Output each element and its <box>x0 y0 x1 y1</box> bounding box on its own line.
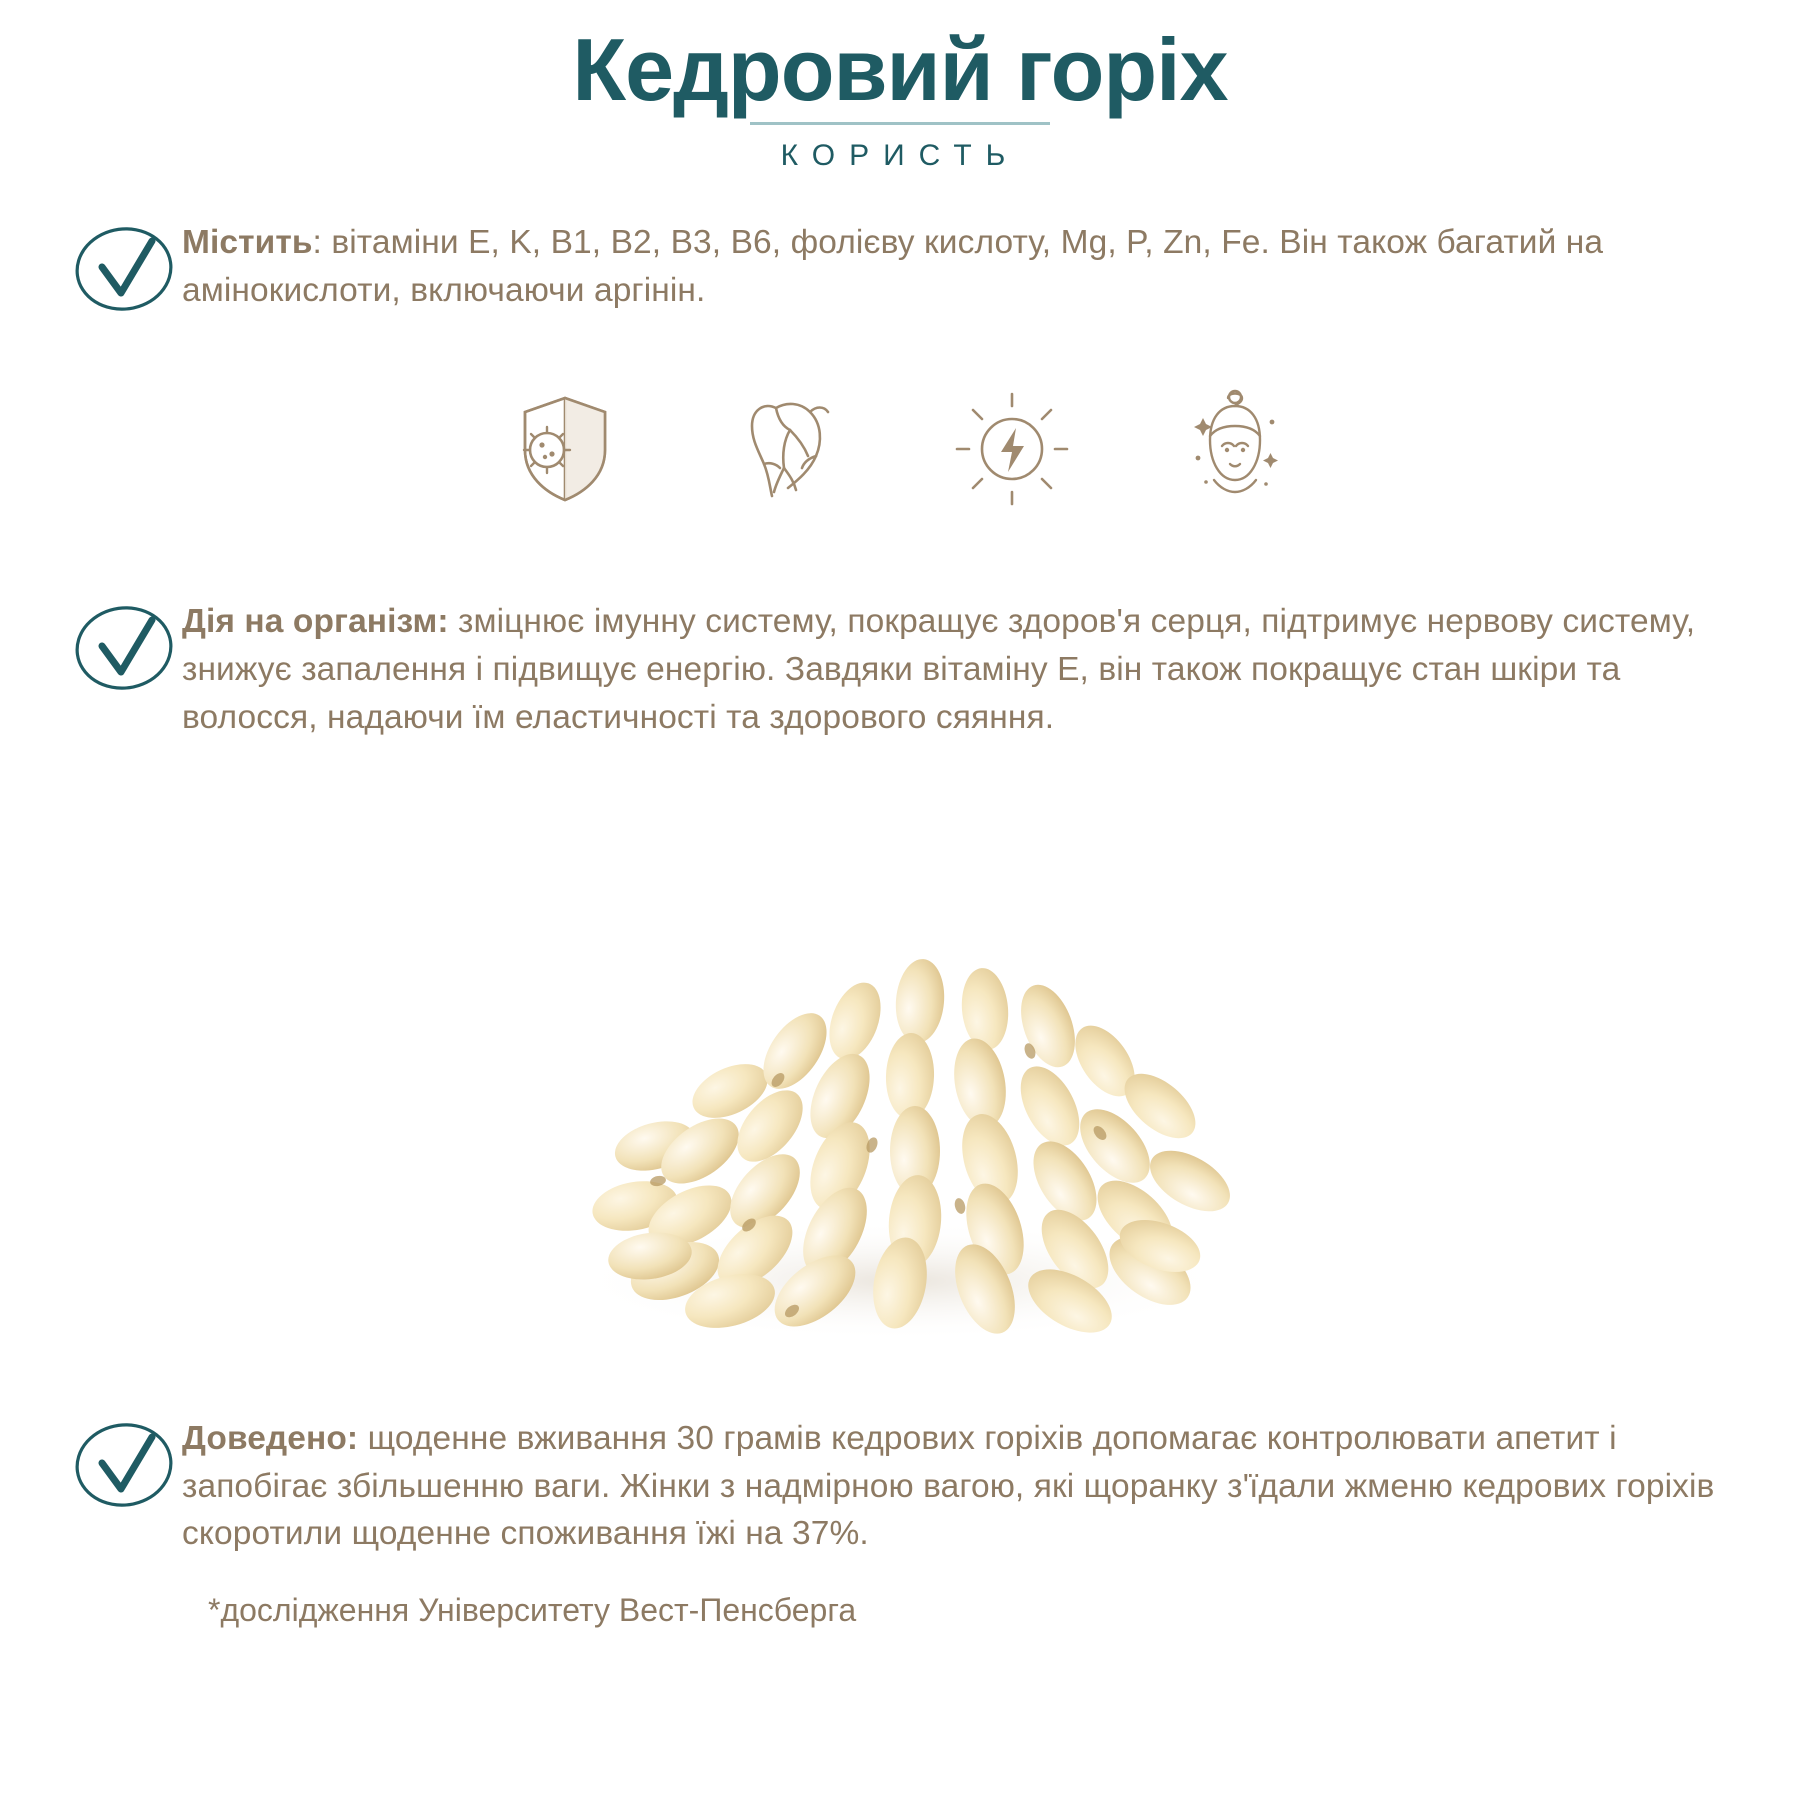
immunity-shield-icon <box>498 381 633 516</box>
check-icon-1-wrap <box>66 215 182 317</box>
energy-sun-icon <box>944 381 1079 516</box>
checkmark-circle-icon <box>72 600 176 696</box>
product-image-area <box>0 751 1800 1391</box>
bullet-text-3 <box>182 1411 1760 1558</box>
bullet-lead-3: Доведено: <box>182 1420 359 1458</box>
page-subtitle: КОРИСТЬ <box>780 139 1020 173</box>
bullet-body-1: : вітаміни E, K, B1, B2, B3, B6, фолієву кислоту, Mg, P, Zn, Fe. Він також багатий на амінокислоти, включаючи аргінін. <box>182 224 1604 309</box>
bullet-item-contains <box>0 215 1800 317</box>
checkmark-circle-icon <box>72 221 176 317</box>
bullet-text-1 <box>182 215 1760 314</box>
bullet-body-2: зміцнює імунну систему, покращує здоров'я серця, підтримує нервову систему, знижує запалення і підвищує енергію. Завдяки вітаміну E, він також покращує стан шкіри та волосся, надаючи їм еластичності та здорового сяяння. <box>182 603 1696 736</box>
benefit-icon-strip <box>0 381 1800 516</box>
page-title: Кедровий горіх <box>572 20 1228 119</box>
bullet-lead-2: Дія на організм: <box>182 603 449 641</box>
check-icon-3-wrap <box>66 1411 182 1513</box>
heart-icon <box>721 381 856 516</box>
title-underline <box>750 122 1050 125</box>
pine-nuts-pile-image <box>400 751 1400 1371</box>
check-icon-2-wrap <box>66 594 182 696</box>
bullet-text-2 <box>182 594 1760 741</box>
bullet-item-proven <box>0 1411 1800 1558</box>
footnote: *дослідження Університету Вест-Пенсберга <box>208 1591 857 1628</box>
bullet-item-effect <box>0 594 1800 741</box>
page-header <box>0 0 1800 173</box>
bullet-body-3: щоденне вживання 30 грамів кедрових горіхів допомагає контролювати апетит і запобігає збільшенню ваги. Жінки з надмірною вагою, які щоранку з'їдали жменю кедрових горіхів скоротили щоденне споживання їжі на 37%. <box>182 1420 1715 1553</box>
bullet-lead-1: Містить <box>182 224 313 262</box>
skin-face-icon <box>1167 381 1302 516</box>
checkmark-circle-icon <box>72 1417 176 1513</box>
